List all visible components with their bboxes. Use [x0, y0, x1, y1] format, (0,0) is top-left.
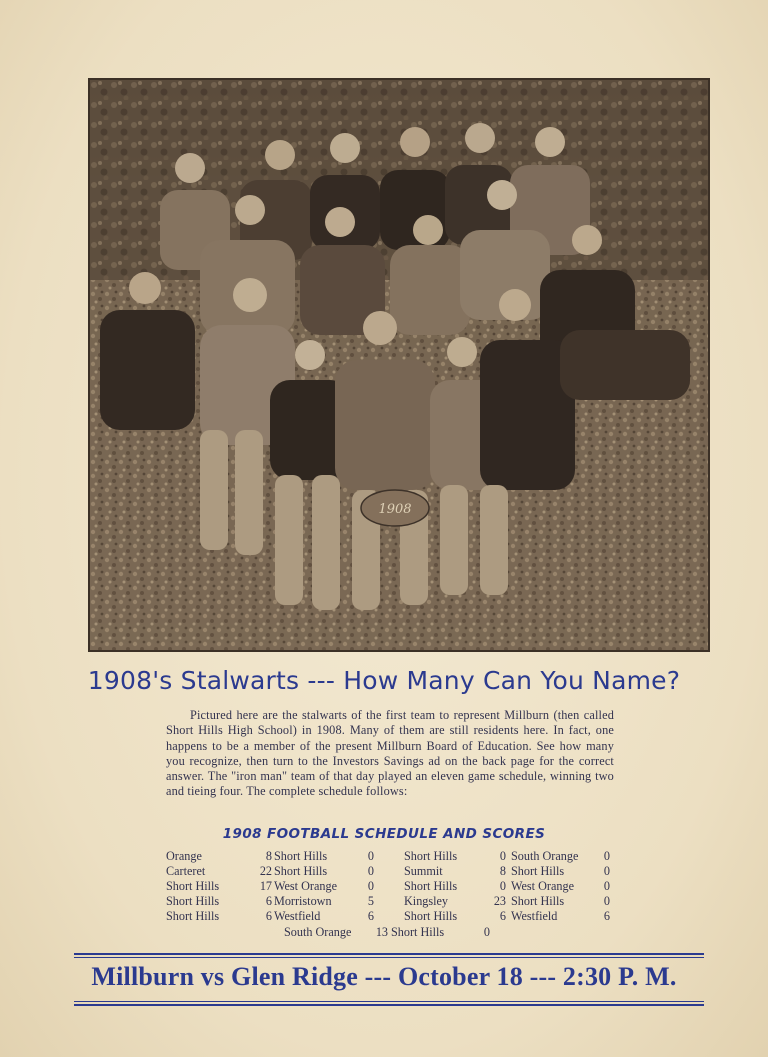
headline: 1908's Stalwarts --- How Many Can You Name?	[87, 666, 681, 695]
schedule-table	[0, 849, 768, 941]
game-row	[166, 864, 376, 879]
team-score: 6	[603, 909, 610, 923]
team-score: 0	[483, 925, 490, 939]
team-score: 6	[265, 894, 272, 908]
team-score: 8	[499, 864, 506, 878]
game-row	[166, 879, 376, 894]
team-name: Short Hills	[404, 849, 458, 863]
team-score: 0	[367, 849, 374, 863]
football-label: 1908	[378, 502, 412, 517]
team-score: 22	[259, 864, 272, 878]
team-name: West Orange	[274, 879, 337, 893]
game-row	[166, 909, 376, 924]
game-row	[404, 894, 614, 909]
divider-bottom	[74, 1004, 704, 1006]
team-name: Short Hills	[404, 909, 458, 923]
team-name: Short Hills	[166, 894, 220, 908]
team-photo-illustration	[90, 80, 708, 650]
team-name: Short Hills	[511, 894, 565, 908]
team-name: Westfield	[511, 909, 558, 923]
divider-bottom-thin	[74, 1001, 704, 1002]
team-name: Short Hills	[391, 925, 445, 939]
team-name: Orange	[166, 849, 202, 863]
team-name: Short Hills	[511, 864, 565, 878]
team-score: 0	[499, 879, 506, 893]
game-row	[404, 849, 614, 864]
schedule-title: 1908 FOOTBALL SCHEDULE AND SCORES	[222, 826, 546, 842]
team-score: 23	[493, 894, 506, 908]
team-photo	[88, 78, 710, 652]
team-score: 13	[375, 925, 388, 939]
team-name: Short Hills	[274, 864, 328, 878]
game-row	[166, 894, 376, 909]
team-name: South Orange	[511, 849, 579, 863]
team-score: 0	[603, 849, 610, 863]
team-name: Short Hills	[274, 849, 328, 863]
team-score: 17	[259, 879, 272, 893]
game-row	[166, 849, 376, 864]
team-score: 0	[603, 879, 610, 893]
team-name: Carteret	[166, 864, 206, 878]
team-name: South Orange	[284, 925, 352, 939]
team-name: Morristown	[274, 894, 332, 908]
team-score: 0	[603, 864, 610, 878]
game-row-final	[284, 925, 494, 940]
team-score: 6	[367, 909, 374, 923]
team-score: 6	[265, 909, 272, 923]
game-row	[404, 879, 614, 894]
divider-top	[74, 953, 704, 955]
team-name: Short Hills	[166, 909, 220, 923]
intro-paragraph: Pictured here are the stalwarts of the first team to represent Millburn (then called Short Hills High School) in 1908. Many of them are still residents here. In fact, one happens to be a member of the present Millburn Board of Education. See how many you recognize, then turn to the Investors Savings ad on the back page for the correct answer. The "iron man" team of that day played an eleven game schedule, winning two and tieing four. The complete schedule follows:	[166, 708, 614, 799]
team-score: 6	[499, 909, 506, 923]
team-name: Short Hills	[404, 879, 458, 893]
team-name: Westfield	[274, 909, 321, 923]
team-score: 0	[499, 849, 506, 863]
game-row	[404, 909, 614, 924]
divider-top-thin	[74, 957, 704, 958]
team-name: Summit	[404, 864, 443, 878]
team-score: 0	[603, 894, 610, 908]
game-announcement: Millburn vs Glen Ridge --- October 18 --- 2:30 P. M.	[91, 962, 677, 991]
team-name: Short Hills	[166, 879, 220, 893]
team-score: 5	[367, 894, 374, 908]
team-score: 0	[367, 864, 374, 878]
team-name: Kingsley	[404, 894, 449, 908]
game-row	[404, 864, 614, 879]
team-score: 8	[265, 849, 272, 863]
team-score: 0	[367, 879, 374, 893]
team-name: West Orange	[511, 879, 574, 893]
